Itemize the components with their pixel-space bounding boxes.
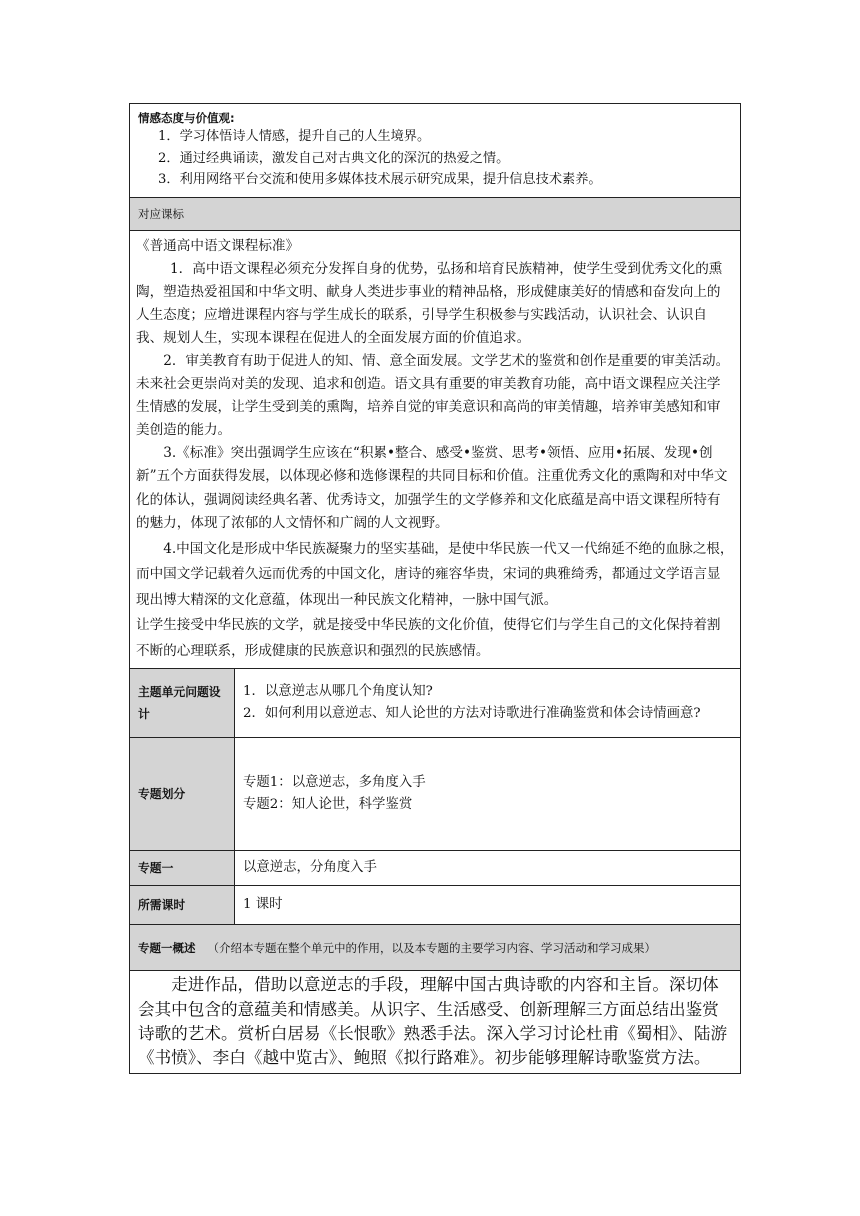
theme-questions-content <box>235 669 740 737</box>
topics-content <box>235 738 740 850</box>
topics-label: 专题划分 <box>130 738 235 850</box>
emotion-item: 1．学习体悟诗人情感，提升自己的人生境界。 <box>158 129 431 144</box>
topic-item: 专题1：以意逆志，多角度入手 <box>243 775 426 791</box>
overview-body: 走进作品，借助以意逆志的手段，理解中国古典诗歌的内容和主旨。深切体会其中包含的意蕴美和情感美。从识字、生活感受、创新理解三方面总结出鉴赏诗歌的艺术。赏析白居易《长恨歌》熟悉手法。深入学习讨论杜甫《蜀相》、陆游《书愤》、李白《越中览古》、鲍照《拟行路难》。初步能够理解诗歌鉴赏方法。 <box>130 970 740 1073</box>
hours-label: 所需课时 <box>130 886 235 924</box>
emotion-section <box>129 103 741 197</box>
topics-row <box>130 737 740 850</box>
curriculum-paragraph: 2．审美教育有助于促进人的知、情、意全面发展。文学艺术的鉴赏和创作是重要的审美活动。未来社会更崇尚对美的发现、追求和创造。语文具有重要的审美教育功能，高中语文课程应关注学生情感的发展，让学生受到美的熏陶，培养自觉的审美意识和高尚的审美情趣，培养审美感知和审美创造的能力。 <box>136 352 730 439</box>
emotion-item: 3．利用网络平台交流和使用多媒体技术展示研究成果，提升信息技术素养。 <box>158 172 602 187</box>
hours-value: 1 课时 <box>243 897 283 913</box>
info-rows <box>129 668 741 1074</box>
emotion-header: 情感态度与价值观: <box>138 111 235 125</box>
theme-question: 2．如何利用以意逆志、知人论世的方法对诗歌进行准确鉴赏和体会诗情画意? <box>243 706 701 722</box>
theme-questions-row <box>130 668 740 737</box>
curriculum-section <box>129 230 741 669</box>
overview-header <box>130 924 740 970</box>
topic-one-value: 以意逆志，分角度入手 <box>243 860 377 876</box>
topic-one-label: 专题一 <box>130 851 235 885</box>
curriculum-label: 对应课标 <box>129 197 741 230</box>
topic-one-row <box>130 850 740 885</box>
curriculum-paragraph: 1．高中语文课程必须充分发挥自身的优势，弘扬和培育民族精神，使学生受到优秀文化的熏陶，塑造热爱祖国和中华文明、献身人类进步事业的精神品格，形成健康美好的情感和奋发向上的人生态度；应增进课程内容与学生成长的联系，引导学生积极参与实践活动，认识社会、认识自我、规划人生，实现本课程在促进人的全面发展方面的价值追求。 <box>136 260 723 346</box>
overview-note: （介绍本专题在整个单元中的作用，以及本专题的主要学习内容、学习活动和学习成果） <box>207 940 656 955</box>
curriculum-paragraph: 3.《标准》突出强调学生应该在“积累•整合、感受•鉴赏、思考•领悟、应用•拓展、发现•创新”五个方面获得发展，以体现必修和选修课程的共同目标和价值。注重优秀文化的熏陶和对中华文化的体认，强调阅读经典名著、优秀诗文，加强学生的文学修养和文化底蕴是高中语文课程所特有的魅力，体现了浓郁的人文情怀和广阔的人文视野。 <box>136 445 728 531</box>
curriculum-paragraph: 4.中国文化是形成中华民族凝聚力的坚实基础，是使中华民族一代又一代绵延不绝的血脉之根，而中国文学记载着久远而优秀的中国文化，唐诗的雍容华贵，宋词的典雅绮秀，都通过文学语言显现出博大精深的文化意蕴，体现出一种民族文化精神，一脉中国气派。 <box>136 540 734 608</box>
theme-question: 1．以意逆志从哪几个角度认知? <box>243 684 433 700</box>
hours-row <box>130 885 740 924</box>
theme-questions-label: 主题单元问题设计 <box>130 669 235 737</box>
curriculum-title: 《普通高中语文课程标准》 <box>136 237 300 254</box>
curriculum-paragraph: 让学生接受中华民族的文学，就是接受中华民族的文化价值，使得它们与学生自己的文化保持着割不断的心理联系，形成健康的民族意识和强烈的民族感情。 <box>136 617 721 659</box>
emotion-item: 2．通过经典诵读，激发自己对古典文化的深沉的热爱之情。 <box>158 150 510 166</box>
overview-label: 专题一概述 <box>138 940 196 955</box>
topic-item: 专题2：知人论世，科学鉴赏 <box>243 797 413 813</box>
lesson-plan-table <box>129 103 741 1074</box>
